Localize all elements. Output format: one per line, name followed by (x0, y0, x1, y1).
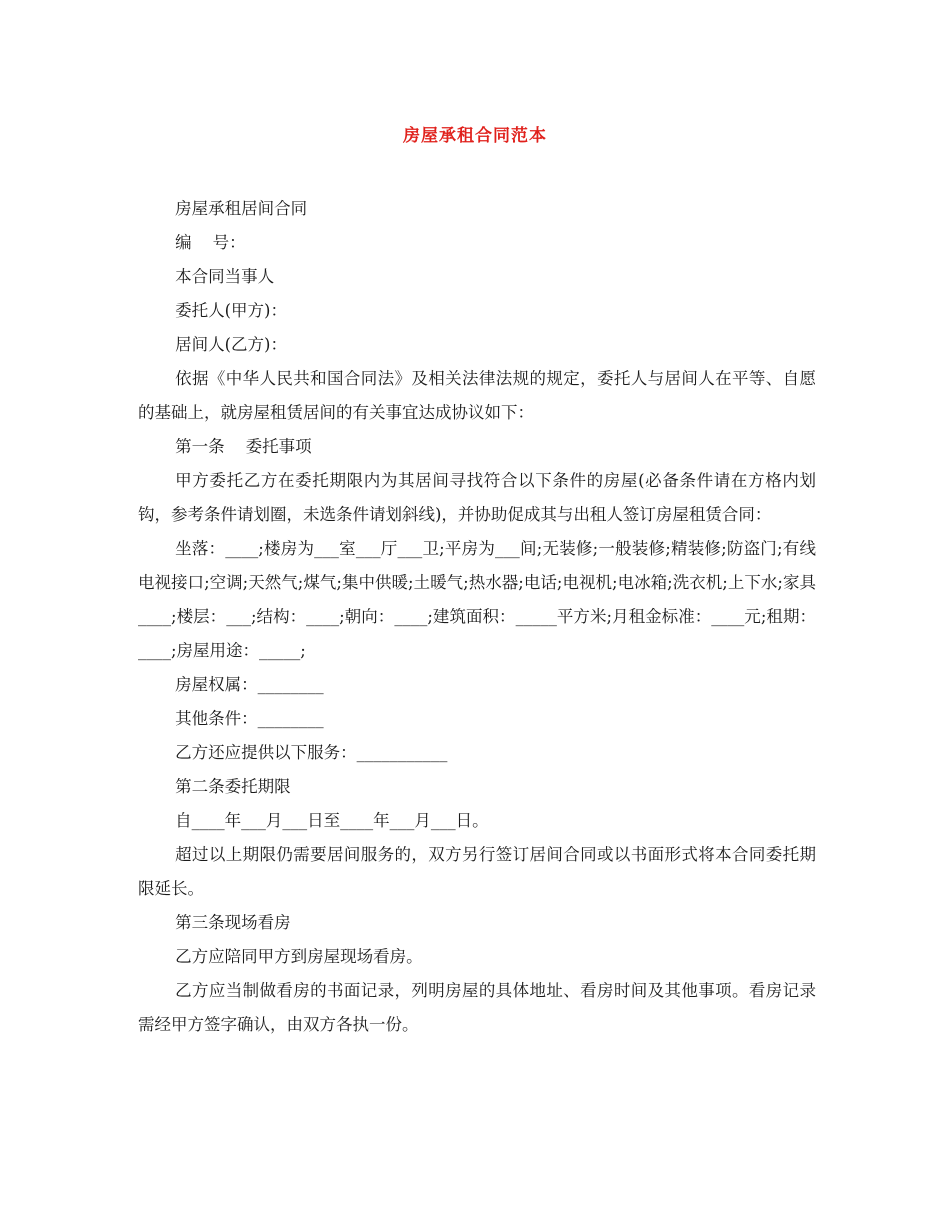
term-dates-paragraph: 自____年___月___日至____年___月___日。 (175, 811, 489, 830)
document-title: 房屋承租合同范本 (403, 126, 547, 146)
parties-heading: 本合同当事人 (175, 267, 275, 286)
party-a-field: 委托人(甲方)： (175, 301, 287, 320)
article-3-heading: 第三条现场看房 (175, 913, 291, 932)
document-body (138, 192, 816, 1042)
viewing-record-paragraph: 乙方应当制做看房的书面记录，列明房屋的具体地址、看房时间及其他事项。看房记录需经甲方签字确认，由双方各执一份。 (138, 981, 816, 1034)
contract-name: 房屋承租居间合同 (175, 199, 308, 218)
article-2-heading: 第二条委托期限 (175, 777, 291, 796)
viewing-paragraph: 乙方应陪同甲方到房屋现场看房。 (175, 947, 423, 966)
preamble-paragraph: 依据《中华人民共和国合同法》及相关法律法规的规定，委托人与居间人在平等、自愿的基础上，就房屋租赁居间的有关事宜达成协议如下： (138, 369, 816, 422)
article-1-paragraph: 甲方委托乙方在委托期限内为其居间寻找符合以下条件的房屋(必备条件请在方格内划钩，参考条件请划圈，未选条件请划斜线)，并协助促成其与出租人签订房屋租赁合同： (138, 471, 816, 524)
additional-services-field: 乙方还应提供以下服务：___________ (175, 743, 448, 762)
property-conditions-paragraph: 坐落：____;楼房为___室___厅___卫;平房为___间;无装修;一般装修;精装修;防盗门;有线电视接口;空调;天然气;煤气;集中供暖;土暖气;热水器;电话;电视机;电冰箱;洗衣机;上下水;家具____;楼层：___;结构：____;朝向：____;建筑面积：_____平方米;月租金标准：____元;租期：____;房屋用途：_____; (138, 539, 816, 660)
other-conditions-field: 其他条件：________ (175, 709, 324, 728)
party-b-field: 居间人(乙方)： (175, 335, 287, 354)
ownership-field: 房屋权属：________ (175, 675, 324, 694)
term-extension-paragraph: 超过以上期限仍需要居间服务的，双方另行签订居间合同或以书面形式将本合同委托期限延长。 (138, 845, 816, 898)
contract-number-field: 编 号： (175, 233, 246, 252)
article-1-heading: 第一条 委托事项 (175, 437, 312, 456)
